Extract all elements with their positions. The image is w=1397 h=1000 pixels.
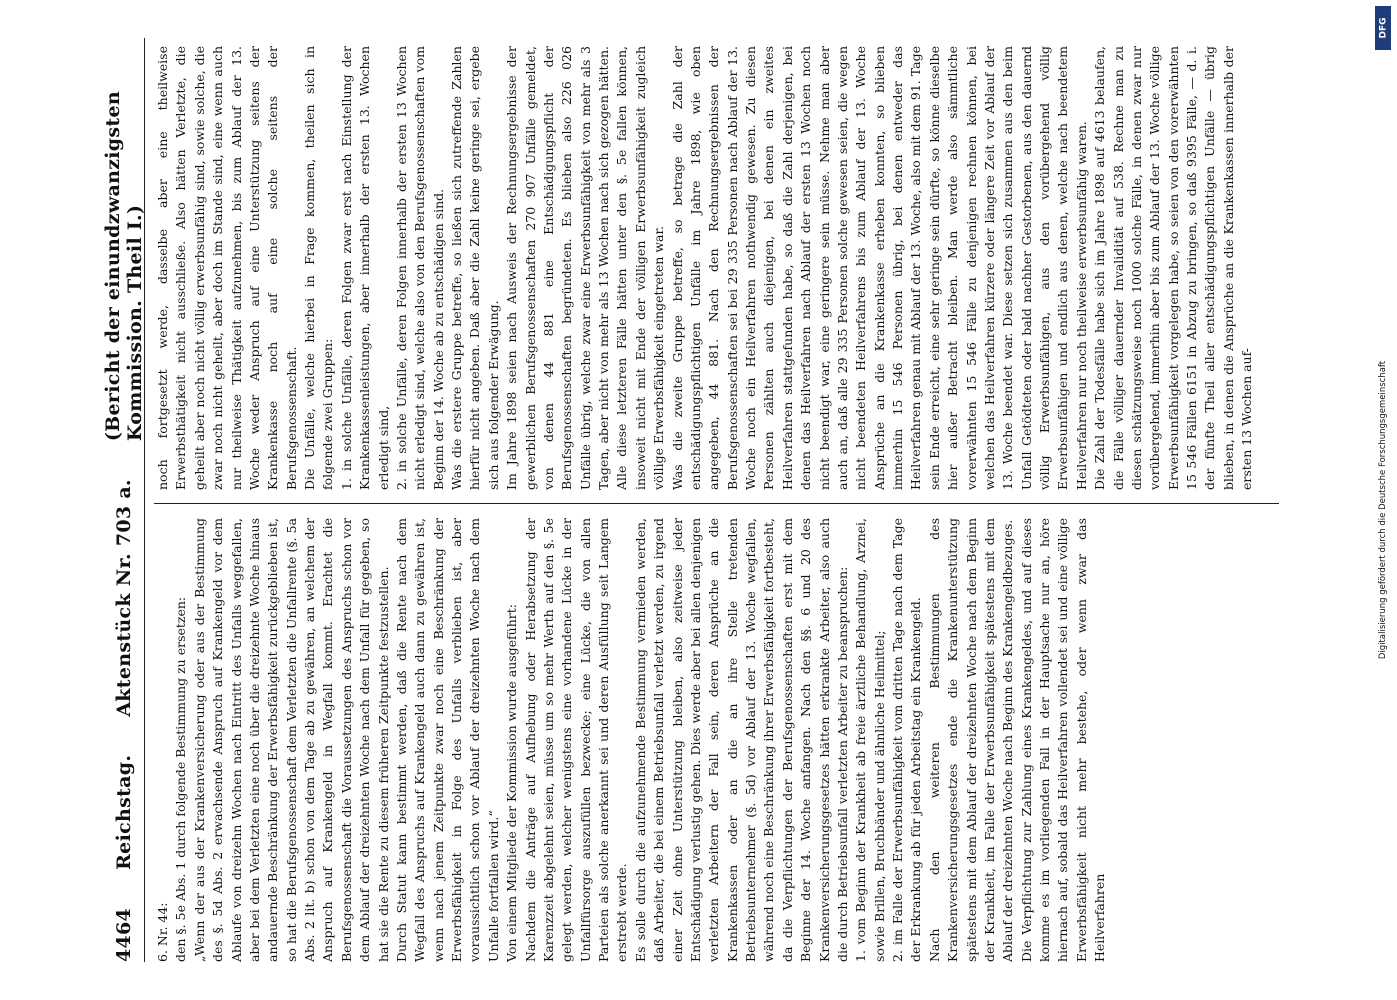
page-title: (Bericht der einundzwanzigsten Kommission. Theil I.) bbox=[102, 91, 146, 442]
rotated-page bbox=[48, 20, 1348, 980]
dfg-logo-text: DFG bbox=[1378, 17, 1389, 39]
document-reference: Aktenstück Nr. 703 a. bbox=[113, 479, 135, 717]
funding-credit: Digitalisierung gefördert durch die Deutsche Forschungsgemeinschaft bbox=[1378, 360, 1388, 660]
page-number: 4464 bbox=[113, 907, 135, 962]
right-text-column: noch fortgesetzt werde, dasselbe aber eine theilweise Erwerbsthätigkeit nicht ausschließe. Also hätten Verletzte, die geheilt aber noch nicht völlig erwerbsunfähig sind, sowie solche, die zwar noch nicht geheilt, aber doch im Stande sind, eine wenn auch nur theilweise Thätigkeit aufzunehmen, bis zum Ablauf der 13. Woche weder Anspruch auf eine Unterstützung seitens der Krankenkasse noch auf eine solche seitens der Berufsgenossenschaft. Die Unfälle, welche hierbei in Frage kommen, theilen sich in folgende zwei Gruppen: 1. in solche Unfälle, deren Folgen zwar erst nach Einstellung der Krankenkassenleistungen, aber innerhalb der ersten 13. Wochen erledigt sind, 2. in solche Unfälle, deren Folgen innerhalb der ersten 13 Wochen nicht erledigt sind, welche also von den Berufsgenossenschaften vom Beginn der 14. Woche ab zu entschädigen sind. Was die erstere Gruppe betreffe, so ließen sich zutreffende Zahlen hierfür nicht angeben. Daß aber die Zahl keine geringe sei, ergebe sich aus folgender Erwägung. Im Jahre 1898 seien nach Ausweis der Rechnungsergebnisse der gewerblichen Berufsgenossenschaften 270 907 Unfälle gemeldet, von denen 44 881 eine Entschädigungspflicht der Berufsgenossenschaften begründeten. Es blieben also 226 026 Unfälle übrig, welche zwar eine Erwerbsunfähigkeit von mehr als 3 Tagen, aber nicht von mehr als 13 Wochen nach sich gezogen hätten. Alle diese letzteren Fälle hätten unter den §. 5e fallen können, insoweit nicht mit Ende der völligen Erwerbsunfähigkeit zugleich völlige Erwerbsfähigkeit eingetreten war. Was die zweite Gruppe betreffe, so betrage die Zahl der entschädigungspflichtigen Unfälle im Jahre 1898, wie oben angegeben, 44 881. Nach den Rechnungsergebnissen der Berufsgenossenschaften sei bei 29 335 Personen nach Ablauf der 13. Woche noch ein Heilverfahren nothwendig gewesen. Zu diesen Personen zählten auch diejenigen, bei denen ein zweites Heilverfahren stattgefunden habe, so daß die Zahl derjenigen, bei denen das Heilverfahren nach Ablauf der ersten 13 Wochen noch nicht beendigt war, eine geringere sein müsse. Nehme man aber auch an, daß alle 29 335 Personen solche gewesen seien, die wegen nicht beendeten Heilverfahrens bis zum Ablauf der 13. Woche Ansprüche an die Krankenkasse erheben konnten, so blieben immerhin 15 546 Personen übrig, bei denen entweder das Heilverfahren genau mit Ablauf der 13. Woche, also mit dem 91. Tage sein Ende erreicht, eine sehr geringe sein dürfte, so könne dieselbe hier außer Betracht bleiben. Man werde also sämmtliche vorerwähnten 15 546 Fälle zu denjenigen rechnen können, bei welchen das Heilverfahren kürzere oder längere Zeit vor Ablauf der 13. Woche beendet war. Diese setzen sich zusammen aus den beim Unfall Getödteten oder bald nachher Gestorbenen, aus den dauernd völlig Erwerbsunfähigen, aus den vorübergehend völlig Erwerbsunfähigen und endlich aus denen, welche nach beendetem Heilverfahren nur noch theilweise erwerbsunfähig waren. Die Zahl der Todesfälle habe sich im Jahre 1898 auf 4613 belaufen, die Fälle völliger dauernder Invalidität auf 538. Rechne man zu diesen schätzungsweise noch 1000 solche Fälle, in denen zwar nur vorübergehend, immerhin aber bis zum Ablauf der 13. Woche völlige Erwerbsunfähigkeit vorgelegen habe, so seien von den vorerwähnten 15 546 Fällen 6151 in Abzug zu bringen, so daß 9395 Fälle, — d. i. der fünfte Theil aller entschädigungspflichtigen Unfälle — übrig blieben, in denen die Ansprüche an die Krankenkassen innerhalb der ersten 13 Wochen auf- bbox=[155, 46, 1255, 490]
dfg-logo bbox=[1375, 6, 1391, 50]
digitization-note bbox=[1375, 16, 1391, 994]
page-header bbox=[104, 38, 145, 962]
publication-name: Reichstag. bbox=[113, 754, 135, 870]
left-text-column: 6. Nr. 44: den §. 5e Abs. 1 durch folgende Bestimmung zu ersetzen: „Wenn der aus der Krankenversicherung oder aus der Bestimmung des §. 5d Abs. 2 erwachsende Anspruch auf Krankengeld vor dem Ablaufe von dreizehn Wochen nach Eintritt des Unfalls weggefallen, aber bei dem Verletzten eine noch über die dreizehnte Woche hinaus andauernde Beschränkung der Erwerbsfähigkeit zurückgeblieben ist, so hat die Berufsgenossenschaft dem Verletzten die Unfallrente (§. 5a Abs. 2 lit. b) schon von dem Tage ab zu gewähren, an welchem der Anspruch auf Krankengeld in Wegfall kommt. Erachtet die Berufsgenossenschaft die Voraussetzungen des Anspruchs schon vor dem Ablauf der dreizehnten Woche nach dem Unfall für gegeben, so hat sie die Rente zu diesem früheren Zeitpunkte festzustellen. Durch Statut kann bestimmt werden, daß die Rente nach dem Wegfall des Anspruchs auf Krankengeld auch dann zu gewähren ist, wenn nach jenem Zeitpunkte zwar noch eine Beschränkung der Erwerbsfähigkeit in Folge des Unfalls verblieben ist, aber voraussichtlich schon vor Ablauf der dreizehnten Woche nach dem Unfalle fortfallen wird.“ Von einem Mitgliede der Kommission wurde ausgeführt: Nachdem die Anträge auf Aufhebung oder Herabsetzung der Karenzzeit abgelehnt seien, müsse um so mehr Werth auf den §. 5e gelegt werden, welcher wenigstens eine vorhandene Lücke in der Unfallfürsorge auszufüllen bezwecke; eine Lücke, die von allen Parteien als solche anerkannt sei und deren Ausfüllung seit Langem erstrebt werde. Es solle durch die aufzunehmende Bestimmung vermieden werden, daß Arbeiter, die bei einem Betriebsunfall verletzt werden, zu irgend einer Zeit ohne Unterstützung bleiben, also zeitweise jeder Entschädigung verlustig gehen. Dies werde aber bei allen denjenigen verletzten Arbeitern der Fall sein, deren Ansprüche an die Krankenkassen oder an die an ihre Stelle tretenden Betriebsunternehmer (§. 5d) vor Ablauf der 13. Woche wegfallen, während noch eine Beschränkung ihrer Erwerbsfähigkeit fortbesteht, da die Verpflichtungen der Berufsgenossenschaften erst mit dem Beginne der 14. Woche anfangen. Nach den §§. 6 und 20 des Krankenversicherungsgesetzes hätten erkrankte Arbeiter, also auch die durch Betriebsunfall verletzten Arbeiter zu beanspruchen: 1. vom Beginn der Krankheit ab freie ärztliche Behandlung, Arznei, sowie Brillen, Bruchbänder und ähnliche Heilmittel; 2. im Falle der Erwerbsunfähigkeit vom dritten Tage nach dem Tage der Erkrankung ab für jeden Arbeitstag ein Krankengeld. Nach den weiteren Bestimmungen des Krankenversicherungsgesetzes ende die Krankenunterstützung spätestens mit dem Ablauf der dreizehnten Woche nach dem Beginn der Krankheit, im Falle der Erwerbsunfähigkeit spätestens mit dem Ablauf der dreizehnten Woche nach Beginn des Krankengeldbezuges. Die Verpflichtung zur Zahlung eines Krankengeldes, und auf dieses komme es im vorliegenden Fall in der Hauptsache nur an, höre hiernach auf, sobald das Heilverfahren vollendet sei und eine völlige Erwerbsfähigkeit nicht mehr bestehe, oder wenn zwar das Heilverfahren bbox=[155, 518, 1108, 962]
column-divider bbox=[154, 503, 1279, 504]
